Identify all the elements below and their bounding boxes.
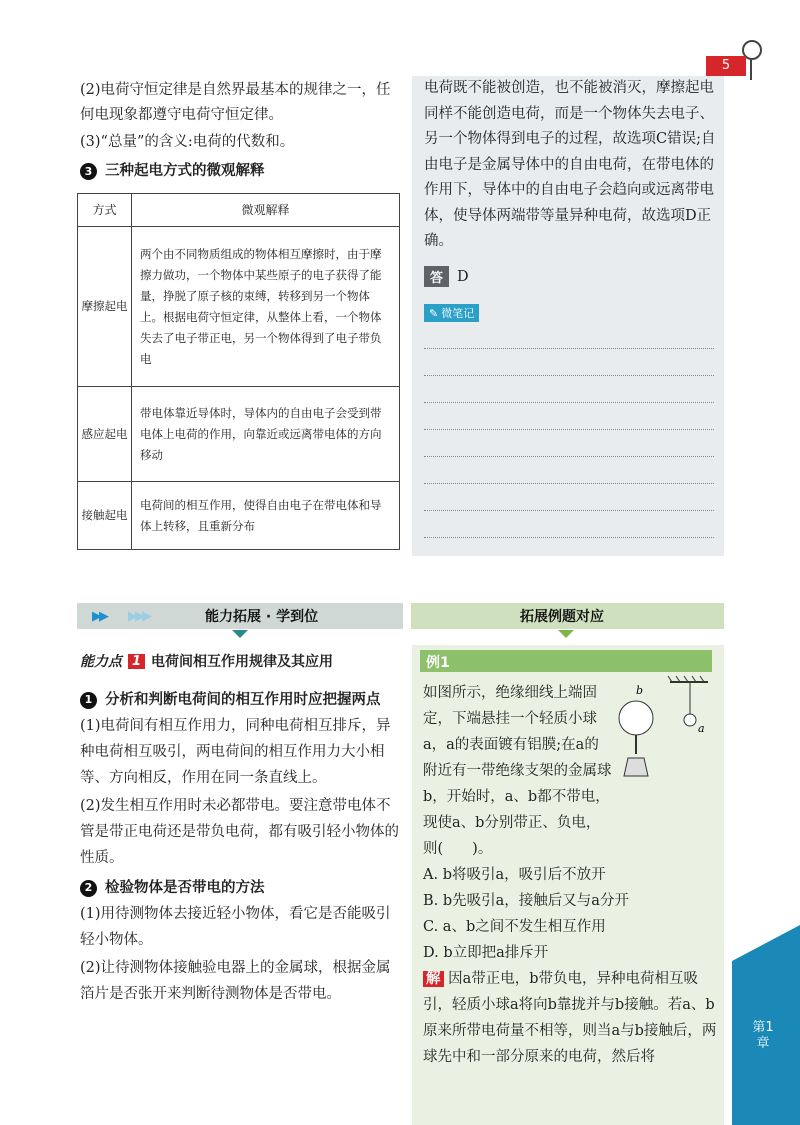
paragraph-2: (2)电荷守恒定律是自然界最基本的规律之一，任何电现象都遵守电荷守恒定律。: [80, 82, 391, 123]
answer-row: [424, 266, 469, 287]
section-number-badge: 3: [80, 163, 97, 180]
chapter-tab-label: 第1章: [752, 1020, 774, 1051]
subsection-number-badge: 2: [80, 880, 97, 897]
table-cell-method: 摩擦起电: [78, 227, 132, 387]
table-header-row: [78, 194, 400, 227]
table-row: [78, 387, 400, 482]
example-content: [423, 680, 721, 1070]
ability-heading: [80, 651, 333, 671]
triangle-down-icon: [232, 630, 248, 638]
subsection-title: 检验物体是否带电的方法: [105, 880, 265, 896]
arrow-icon: ▶▶: [92, 609, 106, 624]
answer-value: D: [457, 268, 469, 285]
table-cell-method: 接触起电: [78, 482, 132, 550]
table-cell-explanation: 两个由不同物质组成的物体相互摩擦时，由于摩擦力做功，一个物体中某些原子的电子获得了能量，挣脱了原子核的束缚，转移到另一个物体上。根据电荷守恒定律，从整体上看，一个物体失去了电子带正电，另一个物体得到了电子带负电: [132, 227, 400, 387]
table-cell-method: 感应起电: [78, 387, 132, 482]
ability-prefix: 能力点: [80, 654, 122, 670]
subsection-number-badge: 1: [80, 692, 97, 709]
option: D. b立即把a排斥开: [423, 945, 549, 961]
table-row: [78, 482, 400, 550]
note-tag: [424, 304, 479, 322]
example-label: 例1: [426, 655, 450, 671]
paragraph: (2)发生相互作用时未必都带电。要注意带电体不管是带正电荷还是带负电荷，都有吸引轻小物体的性质。: [80, 798, 399, 866]
note-line: [424, 376, 714, 403]
ability-title: 电荷间相互作用规律及其应用: [151, 654, 334, 670]
paragraph-3: (3)“总量”的含义:电荷的代数和。: [80, 134, 295, 150]
note-line: [424, 430, 714, 457]
solution-tag: 解: [423, 971, 444, 987]
option: A. b将吸引a，吸引后不放开: [423, 867, 606, 883]
table-row: [78, 227, 400, 387]
paragraph: (1)电荷间有相互作用力，同种电荷相互排斥，异种电荷相互吸引，两电荷间的相互作用力大小相等、方向相反，作用在同一条直线上。: [80, 718, 391, 786]
charging-methods-table: [77, 193, 400, 550]
left-banner-title: 能力拓展 · 学到位: [205, 609, 319, 625]
triangle-down-icon: [558, 630, 574, 638]
note-line: [424, 403, 714, 430]
solution: [423, 966, 721, 1070]
right-banner-title: 拓展例题对应: [520, 609, 604, 625]
option: B. b先吸引a，接触后又与a分开: [423, 893, 629, 909]
note-line: [424, 349, 714, 376]
question-text: 如图所示，绝缘细线上端固定，下端悬挂一个轻质小球a，a的表面镀有铝膜;在a的附近有一带绝缘支架的金属球b，开始时，a、b都不带电，现使a、b分别带正、负电，则( )。: [423, 685, 612, 857]
table-header: 方式: [78, 194, 132, 227]
paragraph: (1)用待测物体去接近轻小物体，看它是否能吸引轻小物体。: [80, 906, 391, 948]
left-top-text: [80, 78, 402, 184]
section-3-heading: [80, 159, 402, 184]
note-line: [424, 457, 714, 484]
note-line: [424, 484, 714, 511]
answer-explanation: 电荷既不能被创造，也不能被消灭，摩擦起电同样不能创造电荷，而是一个物体失去电子、另一个物体得到电子的过程，故选项C错误;自由电子是金属导体中的自由电荷，在带电体的作用下，导体中的自由电子会趋向或远离带电体，使导体两端带等量异种电荷，故选项D正确。: [424, 80, 716, 249]
subsection-heading: [80, 687, 402, 713]
table-header: 微观解释: [132, 194, 400, 227]
answer-tag: 答: [424, 266, 449, 287]
note-tag-label: 微笔记: [441, 307, 475, 320]
note-line: [424, 511, 714, 538]
table-cell-explanation: 电荷间的相互作用，使得自由电子在带电体和导体上转移，且重新分布: [132, 482, 400, 550]
table-cell-explanation: 带电体靠近导体时，导体内的自由电子会受到带电体上电荷的作用，向靠近或远离带电体的方向移动: [132, 387, 400, 482]
ability-number: 1: [128, 654, 145, 669]
note-lines: [424, 322, 714, 538]
subsection-heading: [80, 875, 402, 901]
note-line: [424, 322, 714, 349]
page-number: 5: [706, 56, 746, 76]
solution-text: 因a带正电，b带负电，异种电荷相互吸引，轻质小球a将向b靠拢并与b接触。若a、b原来所带电荷量不相等，则当a与b接触后，两球先中和一部分原来的电荷，然后将: [423, 971, 717, 1065]
ability-content: [80, 683, 402, 1009]
figure-label-b: b: [636, 684, 644, 697]
pushpin-stem: [750, 58, 752, 80]
pencil-icon: ✎: [429, 306, 439, 320]
figure-label-a: a: [698, 722, 705, 735]
paragraph: (2)让待测物体接触验电器上的金属球，根据金属箔片是否张开来判断待测物体是否带电。: [80, 960, 391, 1002]
arrow-faded-icon: ▶▶▶: [128, 609, 149, 624]
section-title: 三种起电方式的微观解释: [105, 163, 265, 179]
example-tag-bar: [420, 650, 712, 672]
subsection-title: 分析和判断电荷间的相互作用时应把握两点: [105, 692, 381, 708]
option: C. a、b之间不发生相互作用: [423, 919, 606, 935]
